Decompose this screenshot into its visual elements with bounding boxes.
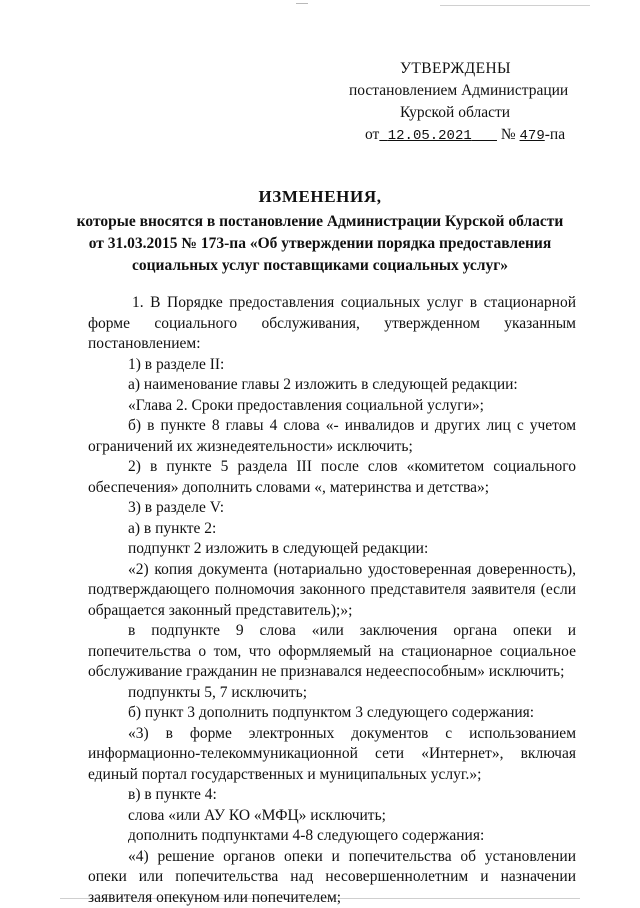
paragraph-9: подпункт 2 изложить в следующей редакции: xyxy=(88,539,576,560)
paragraph-10: «2) копия документа (нотариально удостоверенная доверенность), подтверждающего полномочия законного представителя заявителя (если обращается законный представитель);»; xyxy=(88,560,576,622)
paragraph-5: б) в пункте 8 главы 4 слова «- инвалидов и других лиц с учетом ограничений их жизнедеятельности» исключить; xyxy=(88,416,576,457)
paragraph-14: «3) в форме электронных документов с использованием информационно-телекоммуникационной сети «Интернет», включая единый портал государственных и муниципальных услуг.»; xyxy=(88,724,576,786)
paragraph-4: «Глава 2. Сроки предоставления социальной услуги»; xyxy=(88,396,576,417)
scan-artifact-top xyxy=(296,3,308,4)
approval-issuer: постановлением Администрации xyxy=(345,80,595,102)
document-subtitle-line-2: от 31.03.2015 № 173-па «Об утверждении порядка предоставления xyxy=(60,233,580,255)
paragraph-13: б) пункт 3 дополнить подпунктом 3 следующего содержания: xyxy=(88,703,576,724)
approval-region: Курской области xyxy=(345,102,595,124)
paragraph-11: в подпункте 9 слова «или заключения органа опеки и попечительства о том, что оформляемый на стационарное социальное обслуживание гражданин не признавался недееспособным» исключить; xyxy=(88,621,576,683)
approval-stamp xyxy=(345,58,595,147)
paragraph-16: слова «или АУ КО «МФЦ» исключить; xyxy=(88,806,576,827)
number-suffix: -па xyxy=(545,126,565,143)
document-subtitle-line-3: социальных услуг поставщиками социальных услуг» xyxy=(60,255,580,277)
paragraph-3: а) наименование главы 2 изложить в следующей редакции: xyxy=(88,375,576,396)
paragraph-8: а) в пункте 2: xyxy=(88,519,576,540)
document-title: ИЗМЕНЕНИЯ, xyxy=(60,186,580,208)
number-prefix: № xyxy=(501,126,516,143)
paragraph-7: 3) в разделе V: xyxy=(88,498,576,519)
paragraph-1: 1. В Порядке предоставления социальных услуг в стационарной форме социального обслуживания, утвержденном указанным постановлением: xyxy=(88,293,576,355)
paragraph-17: дополнить подпунктами 4-8 следующего содержания: xyxy=(88,826,576,847)
paragraph-2: 1) в разделе II: xyxy=(88,355,576,376)
paragraph-15: в) в пункте 4: xyxy=(88,785,576,806)
approval-date: 12.05.2021 xyxy=(379,128,497,144)
approval-number: 479 xyxy=(520,128,545,144)
paragraph-12: подпункты 5, 7 исключить; xyxy=(88,683,576,704)
scan-artifact-top-right xyxy=(440,5,590,6)
approval-date-row xyxy=(345,124,595,147)
document-subtitle-line-1: которые вносятся в постановление Администрации Курской области xyxy=(60,211,580,233)
paragraph-18: «4) решение органов опеки и попечительства об установлении опеки или попечительства над несовершеннолетним и назначении заявителя опекуном или попечителем; xyxy=(88,847,576,908)
document-heading xyxy=(60,186,580,277)
paragraph-6: 2) в пункте 5 раздела III после слов «комитетом социального обеспечения» дополнить словами «, материнства и детства»; xyxy=(88,457,576,498)
document-body xyxy=(88,293,576,908)
date-prefix: от xyxy=(365,126,379,143)
approval-title: УТВЕРЖДЕНЫ xyxy=(345,58,595,80)
